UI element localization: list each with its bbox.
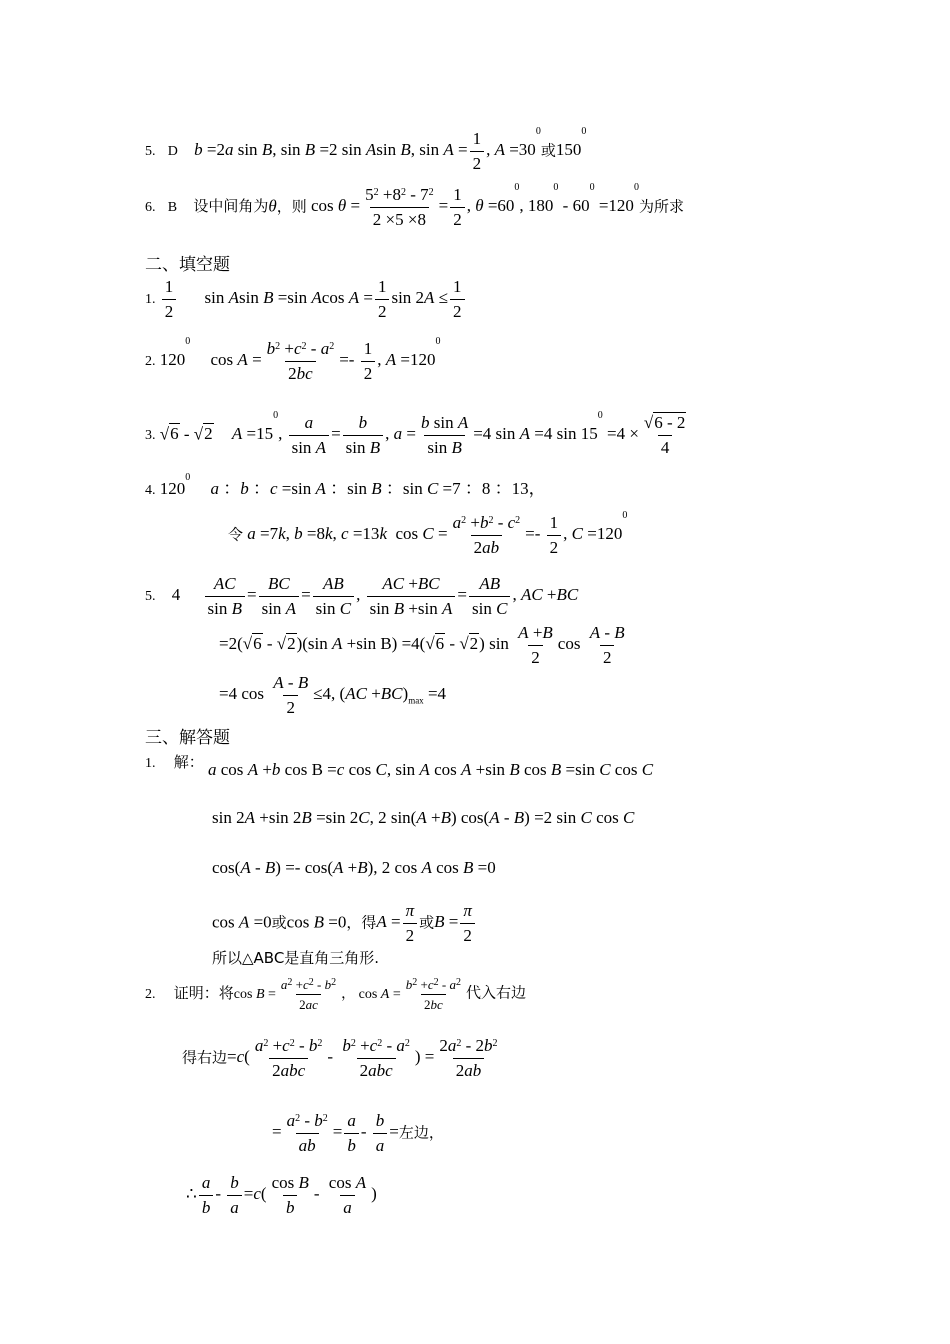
s2-q1-line bbox=[145, 276, 467, 323]
math-expression: =2(√6 - √2)(sin A +sin B) =4(√6 - √2) sin $\frac{A +B}{2}$ cos $\frac{A - B}{2}$ bbox=[219, 623, 625, 667]
math-answer: $\frac{1}{2}$ bbox=[160, 288, 179, 307]
math-expression: sin Asin B =sin Acos A = $\frac{1}{2}$ sin 2A ≤ $\frac{1}{2}$ bbox=[205, 288, 467, 307]
item-number: 5. bbox=[145, 144, 156, 160]
s3-q2-line1: 2. 证明：将cos B = $\frac{a^2 +c^2 - b^2}{2ac}$ ， cos A = $\frac{b^2 +c^2 - a^2}{2bc}$ 代入右边 bbox=[145, 977, 526, 1012]
s3-q2-line2 bbox=[182, 1035, 503, 1082]
section-title-fill-in: 二、填空题 bbox=[145, 255, 230, 275]
text-left-side: 左边， bbox=[398, 1123, 444, 1142]
math-expression: =4 cos $\frac{A - B}{2}$ ≤4, $(AC +BC)_{max} =4$ bbox=[219, 673, 447, 717]
s2-q2-line bbox=[145, 338, 440, 385]
s2-q3-line bbox=[145, 412, 691, 459]
math-expression: = $\frac{a^2 - b^2}{ab}$ = $\frac{a}{b}$ - $\frac{b}{a}$ = bbox=[272, 1111, 399, 1155]
math-expression: $\frac{a}{b}$ - $\frac{b}{a}$ =c( $\frac{\text{cos B}}{b}$ - $\frac{\text{cos A}}{a}$ ) bbox=[197, 1184, 377, 1203]
therefore-symbol: ∴ bbox=[186, 1184, 197, 1204]
math-expression: $\frac{AC}{\text{sin B}}$ = $\frac{BC}{\text{sin A}}$ = $\frac{AB}{\text{sin C}}$ , $\frac{AC +BC}{\text{sin B +sin A}}$ = $\frac{AB}{\text{sin C}}$ , AC +BC bbox=[203, 585, 579, 604]
math-answer: 4 bbox=[171, 585, 181, 605]
text-substitute: 代入右边 bbox=[465, 983, 526, 1002]
s3-q1-line3 bbox=[212, 858, 496, 878]
s3-q1-conclusion: 所以△ABC是直角三角形. bbox=[212, 949, 380, 967]
q6-choice-line: 6. B 设中间角为θ，则 cos θ = $\frac{5^2 +8^2 - 7^2}{2 \times 5 \times 8}$ = $\frac{1}{2}$ , $\theta =60^0$, $180^0 - 60^0 =120^0$为所求 bbox=[145, 182, 684, 229]
text-right-side: 得右边 bbox=[182, 1048, 228, 1067]
item-number: 2. bbox=[145, 354, 156, 370]
text-or: 或 bbox=[271, 913, 287, 932]
item-answer: B bbox=[167, 200, 178, 216]
math-answer: $120^0$ bbox=[159, 472, 191, 498]
s2-q5-line3 bbox=[219, 672, 446, 719]
item-answer: D bbox=[167, 144, 178, 160]
math-expression: =c( $\frac{a^2 +c^2 - b^2}{\text{2abc}}$ - $\frac{b^2 +c^2 - a^2}{\text{2abc}}$ ) = $\frac{2a^2 - 2b^2}{2ab}$ bbox=[227, 1036, 498, 1080]
text-or: 或 bbox=[419, 913, 435, 932]
s2-q4-line bbox=[145, 474, 546, 499]
math-expression: a =7k, b =8k, c =13k cos C = $\frac{a^2 +b^2 - c^2}{2ab}$ =- $\frac{1}{2}$ , $C =120^0$ bbox=[247, 510, 628, 557]
item-number: 1. bbox=[145, 292, 156, 308]
math-expression: a ：b ：c =sin A ：sin B ：sin C =7 ：8 ：13， bbox=[210, 479, 546, 498]
s2-q4-line2 bbox=[228, 512, 627, 559]
text-then: ，则 bbox=[276, 197, 307, 216]
s3-q1-line2 bbox=[212, 808, 634, 828]
text-lead: 设中间角为 bbox=[193, 197, 269, 216]
text-solution-lead: 解： bbox=[173, 753, 204, 771]
s3-q2-line4 bbox=[186, 1172, 377, 1219]
item-number: 4. bbox=[145, 483, 156, 498]
math-expression: cos A = $\frac{b^2 +c^2 - a^2}{2bc}$ =- $\frac{1}{2}$ , $A =120^0$ bbox=[210, 336, 441, 383]
math-expression: cos A =0 bbox=[212, 912, 272, 932]
s3-q1-line4: cos A =0或cos B =0，得A = $\frac{\pi}{2}$ 或B = $\frac{\pi}{2}$ bbox=[212, 900, 477, 947]
text-get: ，得 bbox=[346, 913, 377, 932]
math-expression: a cos A +b cos B =c cos C, sin A cos A +sin B cos B =sin C cos C bbox=[208, 760, 654, 779]
item-number: 2. bbox=[145, 986, 156, 1002]
text-required: 为所求 bbox=[638, 197, 684, 216]
item-number: 1. bbox=[145, 756, 156, 771]
math-expression: b =2a sin B, sin B =2 sin Asin B, sin A = $\frac{1}{2}$ , $A =30^0$ bbox=[194, 126, 541, 173]
s2-q5-line2 bbox=[219, 622, 630, 669]
s2-q5-line bbox=[145, 573, 578, 620]
section-title-solutions: 三、解答题 bbox=[145, 728, 230, 748]
math-answer: √6 - √2 bbox=[159, 424, 213, 444]
item-number: 3. bbox=[145, 428, 156, 444]
math-expression: cos θ = $\frac{5^2 +8^2 - 7^2}{2 \times 5 \times 8}$ = $\frac{1}{2}$ , $\theta =60^0$, $180^0 - 60^0 =120^0$ bbox=[310, 182, 639, 229]
text-let: 令 bbox=[228, 525, 244, 544]
q5-choice-line: 5. D b =2a sin B, sin B =2 sin Asin B, sin A = $\frac{1}{2}$ , $A =30^0$或$150^0$ bbox=[145, 126, 587, 173]
text-or: 或 bbox=[540, 141, 556, 160]
text-proof-lead: 证明：将 bbox=[173, 983, 234, 1002]
math-expression: cos(A - B) =- cos(A +B), 2 cos A cos B =0 bbox=[212, 858, 496, 877]
math-expression: $A =15^0$, $\frac{a}{\text{sin A}}$ = $\frac{b}{\text{sin B}}$ , a = $\frac{\text{b sin A}}{\text{sin B}}$ =4 sin A =4 $\sin 15^0 =4$ × $\frac{√6 - 2}{4}$ bbox=[231, 410, 686, 457]
s3-q1-line1 bbox=[145, 751, 654, 779]
math-answer: $120^0$ bbox=[159, 336, 191, 370]
item-number: 5. bbox=[145, 589, 156, 605]
s3-q2-line3 bbox=[272, 1110, 444, 1157]
math-expression: sin 2A +sin 2B =sin 2C, 2 sin(A +B) cos(A - B) =2 sin C cos C bbox=[212, 808, 635, 827]
item-number: 6. bbox=[145, 200, 156, 216]
